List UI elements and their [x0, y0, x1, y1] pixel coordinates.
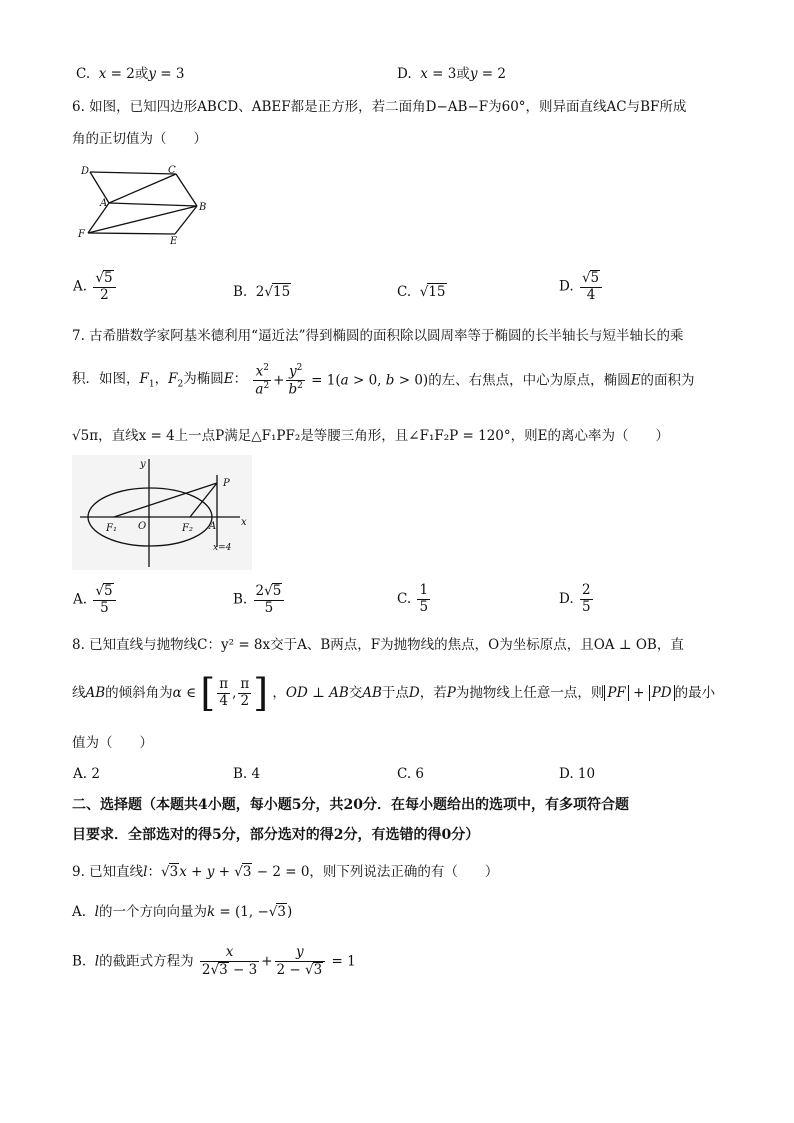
q7-option-b: B. $\frac{2√5}{5}$ [233, 583, 286, 616]
q7-option-c: C. $\frac{1}{5}$ [397, 582, 429, 615]
q7-stem-line3: √5π，直线x = 4上一点P满足△F₁PF₂是等腰三角形，且∠F₁F₂P = 120°，则E的离心率为（ ） [72, 428, 669, 444]
q9-stem: 9. 已知直线l：√3x + y + √3 − 2 = 0，则下列说法正确的有（ ） [72, 864, 499, 880]
q7-label-x: x [241, 517, 247, 528]
q5-option-d: D. x = 3或y = 2 [397, 66, 506, 82]
q7-label-y: y [140, 459, 146, 470]
q7-label-p: P [223, 478, 230, 489]
q7-label-x4: x=4 [213, 543, 232, 553]
q6-stem-line1: 6. 如图，已知四边形ABCD、ABEF都是正方形，若二面角D−AB−F为60°，则异面直线AC与BF所成 [72, 99, 687, 115]
q6-label-f: F [78, 229, 85, 240]
q8-stem-line3: 值为（ ） [72, 735, 153, 751]
q7-label-o: O [138, 521, 147, 532]
q7-stem-line2: 积．如图，$F_1$，$F_2$为椭圆E： $\frac{x^2}{a^2}$ + $\frac{y^2}{b^2}$ = 1(a > 0, b > 0)的左、右焦点，中心为原点，椭圆E的面积为 [72, 363, 695, 398]
q6-label-b: B [199, 202, 207, 213]
section2-heading-line1: 二、选择题（本题共4小题，每小题5分，共20分．在每小题给出的选项中，有多项符合题 [72, 797, 629, 813]
q7-label-f1: F₁ [106, 523, 117, 534]
q8-option-d: D. 10 [559, 766, 596, 782]
q5-option-c: C. x = 2或y = 3 [76, 66, 185, 82]
q6-label-a: A [100, 198, 108, 209]
q6-figure [76, 162, 216, 248]
q9-option-a: A. l的一个方向向量为k = (1, −√3) [72, 904, 293, 920]
q6-label-e: E [170, 236, 178, 247]
q8-stem-line2: 线AB的倾斜角为α ∈ [ $\frac{\pi}{4}$ , $\frac{\pi}{2}$ ] ，OD ⊥ AB交AB于点D，若P为抛物线上任意一点，则 PF + PD 的最小 [72, 671, 716, 715]
q6-option-b: B. 2√15 [233, 284, 291, 300]
q6-option-c: C. √15 [397, 284, 446, 300]
q6-option-a: A. $\frac{√5}{2}$ [73, 270, 118, 303]
q8-option-c: C. 6 [397, 766, 425, 782]
q8-option-a: A. 2 [73, 766, 100, 782]
q6-stem-line2: 角的正切值为（ ） [72, 131, 207, 147]
q6-option-d: D. $\frac{√5}{4}$ [559, 270, 604, 303]
q7-label-a: A [209, 521, 217, 532]
q7-stem-line1: 7. 古希腊数学家阿基米德利用“逼近法”得到椭圆的面积除以圆周率等于椭圆的长半轴长与短半轴长的乘 [72, 328, 684, 344]
q6-label-d: D [81, 166, 90, 177]
q7-option-d: D. $\frac{2}{5}$ [559, 582, 591, 615]
q9-option-b: B. l的截距式方程为 $\frac{x}{2√3 - 3}$ + $\frac{y}{2 - √3}$ = 1 [72, 944, 356, 978]
q8-stem-line1: 8. 已知直线与抛物线C：y² = 8x交于A、B两点，F为抛物线的焦点，O为坐标原点，且OA ⊥ OB，直 [72, 637, 684, 653]
q8-option-b: B. 4 [233, 766, 261, 782]
q6-label-c: C [168, 165, 176, 176]
q7-option-a: A. $\frac{√5}{5}$ [73, 583, 118, 616]
section2-heading-line2: 目要求．全部选对的得5分，部分选对的得2分，有选错的得0分） [72, 827, 480, 843]
q7-figure [72, 455, 252, 570]
q7-label-f2: F₂ [182, 523, 193, 534]
